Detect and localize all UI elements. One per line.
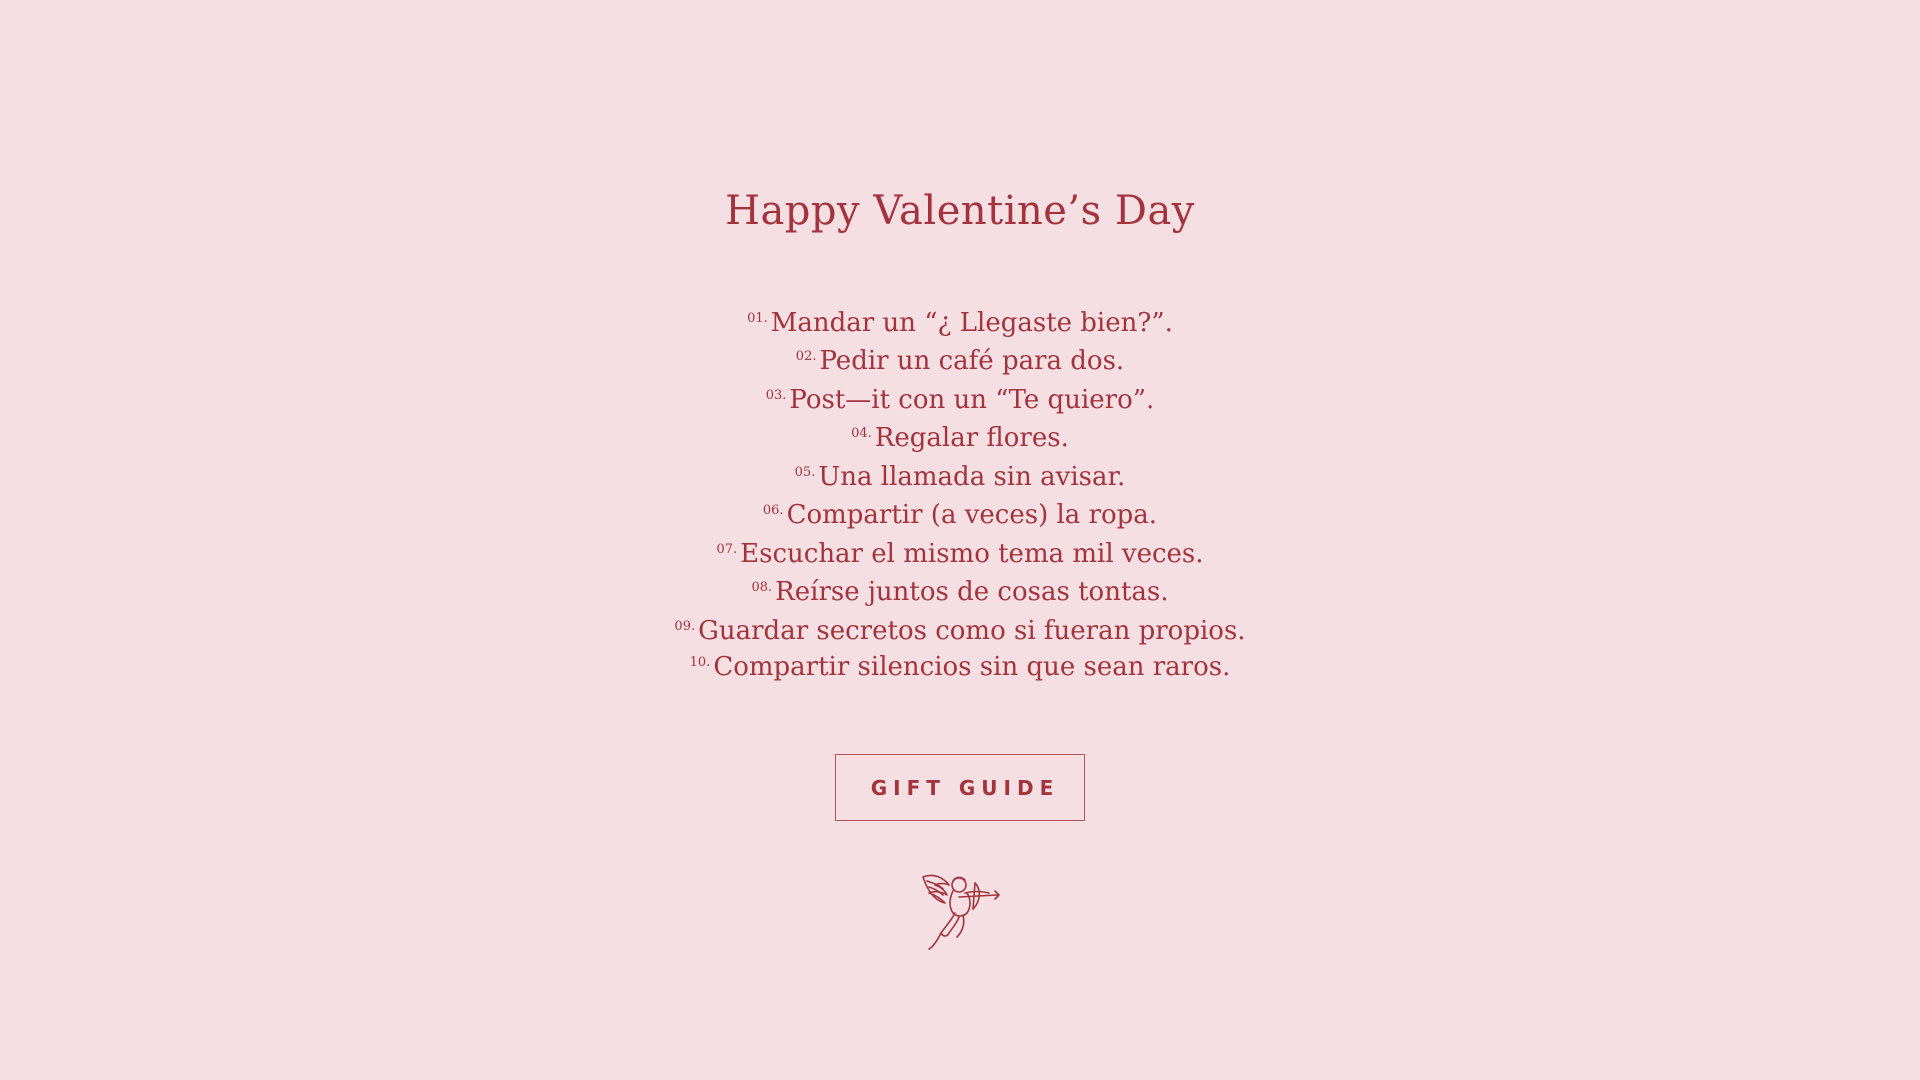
list-item — [674, 648, 1245, 682]
list-item-number: 10. — [689, 655, 711, 671]
list-item — [674, 340, 1245, 379]
list-item-text: Regalar flores. — [874, 423, 1069, 454]
list-item-text: Compartir (a veces) la ropa. — [786, 500, 1158, 531]
list-item-number: 05. — [794, 464, 816, 480]
list-item-text: Pedir un café para dos. — [819, 346, 1125, 377]
list-item — [674, 456, 1245, 495]
list-item-number: 02. — [795, 349, 817, 365]
list-item-text: Reírse juntos de cosas tontas. — [775, 577, 1169, 608]
list-item-text: Mandar un “¿ Llegaste bien?”. — [770, 307, 1173, 338]
list-item-number: 03. — [765, 387, 787, 403]
list-item-text: Compartir silencios sin que sean raros. — [713, 652, 1231, 683]
list-item — [674, 533, 1245, 572]
list-item-number: 01. — [747, 310, 768, 326]
page-title: Happy Valentine’s Day — [725, 188, 1195, 234]
list-item — [674, 417, 1245, 456]
list-item-text: Escuchar el mismo tema mil veces. — [740, 538, 1204, 569]
gift-guide-button[interactable] — [835, 754, 1085, 821]
list-item — [674, 379, 1245, 418]
list-item-number: 04. — [851, 426, 872, 442]
list-item-number: 07. — [716, 541, 738, 557]
gesture-list — [674, 302, 1245, 683]
list-item-text: Guardar secretos como si fueran propios. — [698, 615, 1246, 646]
list-item-text: Una llamada sin avisar. — [818, 461, 1126, 492]
list-item-number: 06. — [762, 503, 784, 519]
gift-guide-button-label: GIFT GUIDE — [870, 775, 1060, 800]
list-item — [674, 302, 1245, 341]
cupid-icon — [915, 871, 1005, 951]
list-item-number: 09. — [674, 618, 696, 634]
list-item — [674, 571, 1245, 610]
list-item-text: Post—it con un “Te quiero”. — [789, 384, 1155, 415]
list-item — [674, 610, 1245, 649]
list-item — [674, 494, 1245, 533]
list-item-number: 08. — [751, 580, 773, 596]
